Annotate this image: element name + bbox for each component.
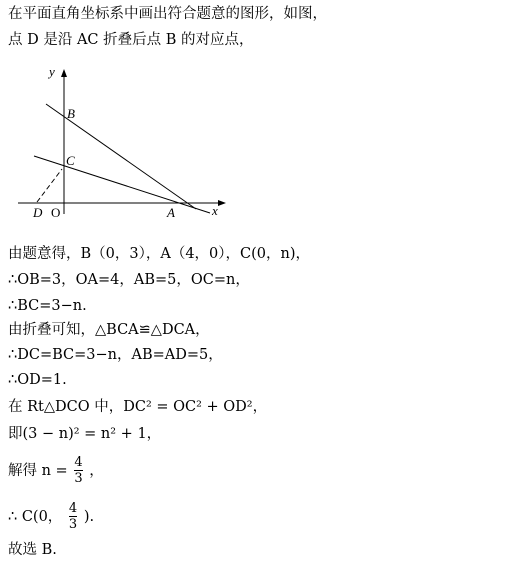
x-axis-arrow-icon	[218, 200, 226, 206]
point-a-label: A	[167, 205, 175, 220]
axis-y-label: y	[49, 64, 55, 79]
fraction-n	[74, 456, 82, 486]
fraction-c-numerator: 4	[68, 501, 78, 516]
point-d-label: D	[33, 205, 43, 220]
point-c-label: C	[66, 153, 75, 168]
solution-line-1: 由题意得，B（0，3），A（4，0），C(0，n)，	[8, 246, 310, 262]
point-b-label: B	[67, 106, 75, 121]
line-dc-dashed	[37, 169, 62, 202]
solution-line-4: 由折叠可知，△BCA≌△DCA，	[8, 322, 210, 338]
c-coord-prefix: ∴ C(0，	[8, 509, 63, 525]
coordinate-figure	[16, 62, 236, 222]
solve-suffix: ，	[89, 463, 104, 479]
y-axis-arrow-icon	[61, 69, 67, 77]
solution-line-9	[8, 456, 104, 486]
line-ca	[34, 156, 210, 213]
solution-line-6: ∴OD=1.	[8, 372, 67, 388]
fraction-c-denominator: 3	[68, 517, 78, 532]
solution-line-5: ∴DC=BC=3−n，AB=AD=5，	[8, 347, 223, 363]
fraction-c	[69, 502, 77, 532]
solve-prefix: 解得 n =	[8, 463, 68, 479]
problem-line-1: 在平面直角坐标系中画出符合题意的图形，如图，	[8, 6, 327, 22]
fraction-n-numerator: 4	[74, 455, 83, 470]
solution-line-8: 即(3 − n)² = n² + 1，	[8, 426, 162, 442]
solution-line-10	[8, 502, 94, 532]
solution-line-11: 故选 B.	[8, 542, 57, 558]
origin-label: O	[51, 205, 61, 220]
c-coord-suffix: ).	[83, 509, 95, 525]
fraction-n-denominator: 3	[74, 471, 83, 486]
solution-line-7: 在 Rt△DCO 中，DC² = OC² + OD²，	[8, 399, 268, 415]
axis-x-label: x	[212, 203, 218, 218]
solution-line-3: ∴BC=3−n.	[8, 298, 87, 314]
problem-line-2: 点 D 是沿 AC 折叠后点 B 的对应点，	[8, 32, 254, 48]
solution-line-2: ∴OB=3，OA=4，AB=5，OC=n，	[8, 272, 250, 288]
